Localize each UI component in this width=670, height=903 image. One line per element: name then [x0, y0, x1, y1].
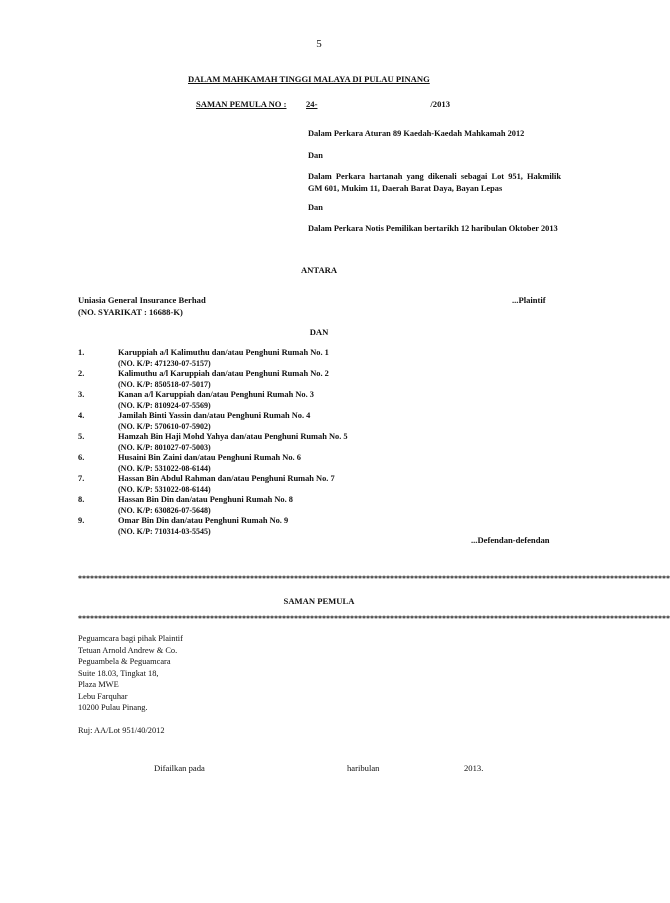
matter-notice: Dalam Perkara Notis Pemilikan bertarikh 12 haribulan Oktober 2013 — [308, 224, 558, 233]
defendant-ic: (NO. K/P: 810924-07-5569) — [118, 401, 211, 410]
solicitor-line: Peguamcara bagi pihak Plaintif — [78, 634, 183, 643]
defendant-ic: (NO. K/P: 630826-07-5648) — [118, 506, 211, 515]
case-number — [306, 99, 450, 109]
defendant-name: Karuppiah a/l Kalimuthu dan/atau Penghuni Rumah No. 1 — [118, 348, 329, 357]
defendant-number: 3. — [78, 390, 85, 399]
solicitor-line: Suite 18.03, Tingkat 18, — [78, 669, 159, 678]
plaintiff-name: Uniasia General Insurance Berhad — [78, 295, 206, 305]
defendant-name: Hassan Bin Abdul Rahman dan/atau Penghuni Rumah No. 7 — [118, 474, 335, 483]
separator-bottom: **************************************************************************************************************************************************** — [78, 614, 670, 623]
filed-year: 2013. — [464, 763, 484, 773]
case-label: SAMAN PEMULA NO : — [196, 99, 287, 109]
page-number: 5 — [316, 38, 322, 50]
defendant-number: 5. — [78, 432, 85, 441]
summons-title: SAMAN PEMULA — [283, 596, 355, 606]
defendant-name: Husaini Bin Zaini dan/atau Penghuni Rumah No. 6 — [118, 453, 301, 462]
defendant-number: 1. — [78, 348, 85, 357]
defendant-number: 9. — [78, 516, 85, 525]
matter-property: Dalam Perkara hartanah yang dikenali sebagai Lot 951, Hakmilik GM 601, Mukim 11, Daerah Barat Daya, Bayan Lepas — [308, 172, 561, 193]
defendant-name: Hassan Bin Din dan/atau Penghuni Rumah No. 8 — [118, 495, 293, 504]
case-number-suffix: /2013 — [430, 99, 450, 109]
solicitor-line: Lebu Farquhar — [78, 692, 128, 701]
case-number-prefix: 24- — [306, 99, 318, 109]
defendant-ic: (NO. K/P: 570610-07-5902) — [118, 422, 211, 431]
defendants-role: ...Defendan-defendan — [471, 535, 550, 545]
defendant-name: Hamzah Bin Haji Mohd Yahya dan/atau Penghuni Rumah No. 5 — [118, 432, 348, 441]
defendant-number: 6. — [78, 453, 85, 462]
solicitor-line: 10200 Pulau Pinang. — [78, 703, 148, 712]
matter-and-2: Dan — [308, 203, 323, 212]
filed-on-label: Difailkan pada — [154, 763, 205, 773]
defendant-ic: (NO. K/P: 850518-07-5017) — [118, 380, 211, 389]
matter-and-1: Dan — [308, 151, 323, 160]
dan-heading: DAN — [309, 327, 329, 337]
solicitor-line: Peguambela & Peguamcara — [78, 657, 171, 666]
defendant-ic: (NO. K/P: 531022-08-6144) — [118, 485, 211, 494]
defendant-ic: (NO. K/P: 710314-03-5545) — [118, 527, 211, 536]
antara-heading: ANTARA — [300, 265, 338, 275]
defendant-name: Kalimuthu a/l Karuppiah dan/atau Penghuni Rumah No. 2 — [118, 369, 329, 378]
solicitor-line: Tetuan Arnold Andrew & Co. — [78, 646, 178, 655]
matter-order-89: Dalam Perkara Aturan 89 Kaedah-Kaedah Mahkamah 2012 — [308, 129, 525, 138]
filed-day-label: haribulan — [347, 763, 380, 773]
defendant-ic: (NO. K/P: 471230-07-5157) — [118, 359, 211, 368]
defendant-ic: (NO. K/P: 531022-08-6144) — [118, 464, 211, 473]
defendant-name: Omar Bin Din dan/atau Penghuni Rumah No. 9 — [118, 516, 289, 525]
defendant-number: 2. — [78, 369, 85, 378]
defendant-name: Jamilah Binti Yassin dan/atau Penghuni Rumah No. 4 — [118, 411, 311, 420]
solicitor-line: Plaza MWE — [78, 680, 119, 689]
defendant-ic: (NO. K/P: 801027-07-5003) — [118, 443, 211, 452]
plaintiff-company-no: (NO. SYARIKAT : 16688-K) — [78, 307, 183, 317]
defendant-number: 4. — [78, 411, 85, 420]
defendant-number: 7. — [78, 474, 85, 483]
court-title: DALAM MAHKAMAH TINGGI MALAYA DI PULAU PINANG — [188, 74, 430, 84]
defendant-name: Kanan a/l Karuppiah dan/atau Penghuni Rumah No. 3 — [118, 390, 314, 399]
reference-number: Ruj: AA/Lot 951/40/2012 — [78, 726, 165, 735]
defendant-number: 8. — [78, 495, 85, 504]
plaintiff-role: ...Plaintif — [512, 295, 546, 305]
separator-top: **************************************************************************************************************************************************** — [78, 574, 670, 583]
